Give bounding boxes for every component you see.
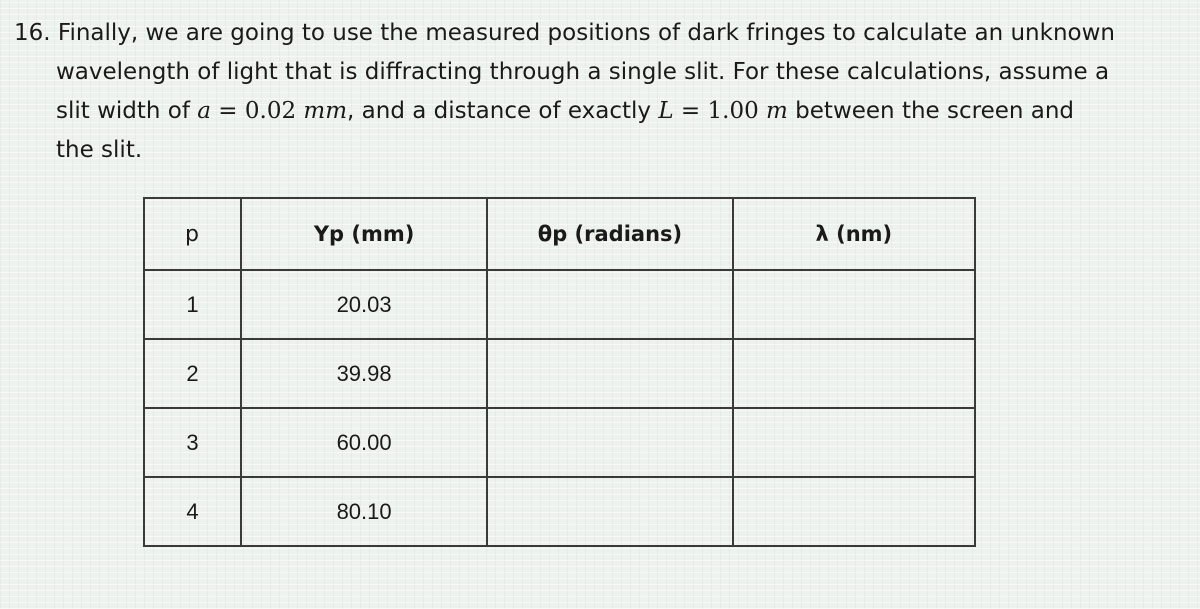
cell-lambda[interactable] [733,339,975,408]
cell-p: 3 [144,408,241,477]
cell-theta[interactable] [487,339,732,408]
distance-symbol: L [658,98,674,124]
question-line-2: wavelength of light that is diffracting through a single slit. For these calculations, assume a [56,59,1110,85]
cell-y: 20.03 [241,270,487,339]
table-header-row [144,198,975,270]
cell-y: 39.98 [241,339,487,408]
question-line-1: 16. Finally, we are going to use the measured positions of dark fringes to calculate an unknown [14,20,1115,46]
header-y: Yp (mm) [241,198,487,270]
cell-lambda[interactable] [733,270,975,339]
distance-suffix: between the screen and [787,98,1075,124]
header-theta: θp (radians) [487,198,732,270]
table-row [144,270,975,339]
distance-unit: m [766,98,788,124]
question-line-3 [14,92,1164,131]
cell-theta[interactable] [487,408,732,477]
distance-value: = 1.00 [673,98,767,124]
header-p: p [144,198,241,270]
cell-y: 60.00 [241,408,487,477]
cell-y: 80.10 [241,477,487,546]
cell-theta[interactable] [487,270,732,339]
distance-prefix: , and a distance of exactly [347,98,659,124]
slit-width-unit: mm [303,98,348,124]
cell-theta[interactable] [487,477,732,546]
cell-p: 1 [144,270,241,339]
fringe-data-table [143,197,976,547]
header-lambda: λ (nm) [733,198,975,270]
question-text [14,14,1164,170]
slit-width-prefix: slit width of [56,98,198,124]
cell-p: 2 [144,339,241,408]
cell-p: 4 [144,477,241,546]
slit-width-value: = 0.02 [211,98,304,124]
question-line-4: the slit. [56,137,143,163]
slit-width-symbol: a [197,98,211,124]
table-row [144,339,975,408]
table-row [144,477,975,546]
cell-lambda[interactable] [733,408,975,477]
cell-lambda[interactable] [733,477,975,546]
table-row [144,408,975,477]
